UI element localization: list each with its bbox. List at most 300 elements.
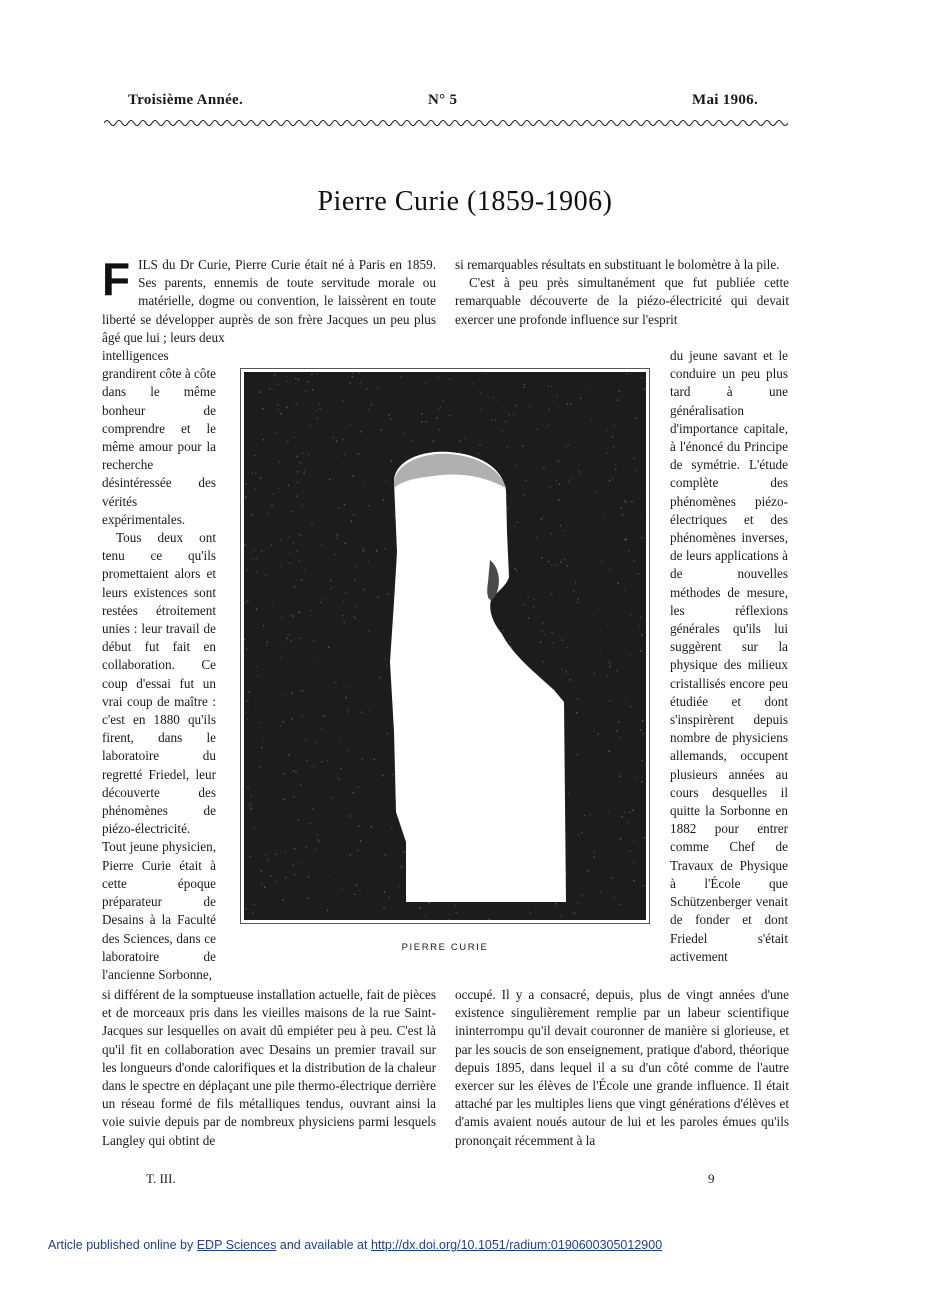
photo-grain-dot (385, 479, 386, 480)
photo-grain-dot (505, 421, 506, 422)
photo-grain-dot (371, 404, 372, 405)
photo-grain-dot (269, 388, 270, 389)
photo-grain-dot (389, 897, 390, 898)
photo-grain-dot (560, 562, 561, 563)
photo-grain-dot (247, 786, 248, 787)
photo-grain-dot (581, 832, 582, 833)
photo-grain-dot (250, 795, 251, 796)
photo-grain-dot (551, 564, 552, 565)
photo-grain-dot (617, 399, 618, 400)
photo-grain-dot (387, 593, 388, 594)
photo-grain-dot (277, 384, 278, 385)
left-column-opening (102, 253, 436, 347)
photo-grain-dot (506, 447, 507, 448)
photo-grain-dot (275, 432, 276, 433)
photo-grain-dot (342, 463, 343, 464)
photo-grain-dot (588, 870, 589, 871)
photo-grain-dot (508, 414, 509, 415)
photo-grain-dot (338, 507, 339, 508)
photo-grain-dot (334, 872, 335, 873)
photo-grain-dot (528, 617, 529, 618)
photo-grain-dot (433, 441, 434, 442)
photo-grain-dot (296, 456, 297, 457)
photo-grain-dot (567, 647, 568, 648)
paragraph-career: occupé. Il y a consacré, depuis, plus de vingt années d'une existence singulièrement remplie par un labeur scientifique ininterrompu qu'il devait couronner de manière si glorieuse, et par les soucis de son enseignement, pratique d'abord, théorique depuis 1895, dans lequel il a su d'un côté comme de l'autre exercer sur les élèves de l'École une grande influence. Il était attaché par les multiples liens que vingt générations d'élèves et d'amis avaient noués autour de lui et les paroles émues qu'ils prononçait récemment à la (455, 987, 789, 1148)
photo-grain-dot (384, 892, 385, 893)
photo-grain-dot (638, 625, 639, 626)
photo-grain-dot (251, 808, 252, 809)
photo-grain-dot (303, 691, 304, 692)
photo-grain-dot (465, 437, 466, 438)
photo-grain-dot (628, 550, 629, 551)
photo-grain-dot (345, 697, 346, 698)
photo-grain-dot (644, 837, 645, 838)
photo-grain-dot (630, 851, 631, 852)
photo-grain-dot (296, 495, 297, 496)
figure-caption: PIERRE CURIE (401, 942, 489, 953)
photo-grain-dot (344, 622, 345, 623)
photo-grain-dot (543, 467, 544, 468)
photo-grain-dot (362, 758, 363, 759)
photo-grain-dot (249, 691, 250, 692)
photo-grain-dot (327, 760, 328, 761)
photo-grain-dot (570, 679, 571, 680)
photo-grain-dot (420, 907, 421, 908)
photo-grain-dot (449, 919, 450, 920)
photo-grain-dot (286, 638, 287, 639)
photo-grain-dot (315, 741, 316, 742)
photo-grain-dot (311, 610, 312, 611)
photo-grain-dot (642, 720, 643, 721)
photo-grain-dot (305, 391, 306, 392)
photo-grain-dot (265, 855, 266, 856)
page-number: 9 (708, 1171, 715, 1186)
photo-grain-dot (280, 565, 281, 566)
photo-grain-dot (246, 648, 247, 649)
photo-grain-dot (262, 408, 263, 409)
photo-grain-dot (289, 552, 290, 553)
photo-grain-dot (245, 484, 246, 485)
photo-grain-dot (287, 459, 288, 460)
drop-cap: F (102, 253, 131, 305)
photo-grain-dot (540, 518, 541, 519)
photo-grain-dot (358, 454, 359, 455)
photo-grain-dot (359, 890, 360, 891)
photo-grain-dot (449, 913, 450, 914)
photo-grain-dot (331, 588, 332, 589)
photo-grain-dot (368, 631, 369, 632)
photo-grain-dot (308, 381, 309, 382)
photo-grain-dot (273, 494, 274, 495)
left-narrow-column (102, 347, 216, 984)
photo-grain-dot (556, 905, 557, 906)
photo-grain-dot (328, 647, 329, 648)
photo-grain-dot (353, 616, 354, 617)
photo-grain-dot (281, 617, 282, 618)
photo-grain-dot (294, 848, 295, 849)
photo-grain-dot (645, 380, 646, 381)
photo-grain-dot (324, 715, 325, 716)
photo-grain-dot (565, 530, 566, 531)
photo-grain-dot (298, 820, 299, 821)
photo-grain-dot (630, 614, 631, 615)
paragraph-continuation: si remarquables résultats en substituant le bolomètre à la pile. (455, 257, 780, 272)
photo-grain-dot (381, 429, 382, 430)
photo-grain-dot (640, 729, 641, 730)
photo-grain-dot (578, 464, 579, 465)
photo-grain-dot (306, 760, 307, 761)
photo-grain-dot (577, 599, 578, 600)
photo-grain-dot (300, 638, 301, 639)
photo-grain-dot (244, 639, 245, 640)
photo-grain-dot (347, 712, 348, 713)
photo-grain-dot (489, 919, 490, 920)
photo-grain-dot (485, 373, 486, 374)
photo-grain-dot (577, 602, 578, 603)
photo-grain-dot (443, 401, 444, 402)
photo-grain-dot (593, 731, 594, 732)
photo-grain-dot (289, 563, 290, 564)
photo-grain-dot (280, 539, 281, 540)
photo-grain-dot (606, 676, 607, 677)
right-column-opening (455, 256, 789, 329)
photo-grain-dot (611, 877, 612, 878)
photo-grain-dot (252, 558, 253, 559)
photo-grain-dot (308, 703, 309, 704)
photo-grain-dot (298, 560, 299, 561)
photo-grain-dot (348, 687, 349, 688)
photo-grain-dot (296, 550, 297, 551)
photo-grain-dot (263, 625, 264, 626)
photo-grain-dot (558, 406, 559, 407)
photo-grain-dot (259, 722, 260, 723)
photo-grain-dot (344, 543, 345, 544)
notice-middle: and available at (279, 1238, 368, 1252)
photo-grain-dot (297, 482, 298, 483)
photo-grain-dot (568, 444, 569, 445)
photo-grain-dot (530, 913, 531, 914)
photo-grain-dot (523, 494, 524, 495)
photo-grain-dot (308, 898, 309, 899)
photo-grain-dot (530, 407, 531, 408)
photo-grain-dot (293, 770, 294, 771)
photo-grain-dot (620, 838, 621, 839)
photo-grain-dot (599, 630, 600, 631)
photo-grain-dot (377, 597, 378, 598)
photo-grain-dot (391, 827, 392, 828)
right-column-closing (455, 986, 789, 1150)
photo-grain-dot (580, 398, 581, 399)
photo-grain-dot (438, 408, 439, 409)
photo-grain-dot (333, 437, 334, 438)
photo-grain-dot (548, 409, 549, 410)
header-date: Mai 1906. (692, 92, 759, 108)
photo-grain-dot (643, 885, 644, 886)
photo-grain-dot (265, 574, 266, 575)
photo-grain-dot (292, 511, 293, 512)
photo-grain-dot (548, 425, 549, 426)
photo-grain-dot (318, 839, 319, 840)
photo-grain-dot (263, 439, 264, 440)
photo-grain-dot (344, 504, 345, 505)
photo-grain-dot (339, 779, 340, 780)
photo-grain-dot (266, 644, 267, 645)
photo-grain-dot (320, 602, 321, 603)
photo-grain-dot (341, 768, 342, 769)
right-narrow-column (670, 347, 788, 966)
photo-grain-dot (259, 391, 260, 392)
paragraph-opening-text: ILS du Dr Curie, Pierre Curie était né à Paris en 1859. Ses parents, ennemis de toute servitude morale ou matérielle, dogme ou convention, le laissèrent en toute liberté se développer auprès de son frère Jacques un peu plus âgé que lui ; leurs deux (102, 257, 436, 345)
photo-grain-dot (352, 475, 353, 476)
photo-grain-dot (440, 407, 441, 408)
photo-grain-dot (516, 570, 517, 571)
photo-grain-dot (358, 826, 359, 827)
photo-grain-dot (298, 379, 299, 380)
photo-grain-dot (286, 381, 287, 382)
photo-grain-dot (439, 429, 440, 430)
photo-grain-dot (288, 634, 289, 635)
photo-grain-dot (635, 418, 636, 419)
photo-grain-dot (260, 478, 261, 479)
photo-grain-dot (245, 497, 246, 498)
photo-grain-dot (302, 453, 303, 454)
photo-grain-dot (621, 507, 622, 508)
photo-grain-dot (347, 709, 348, 710)
photo-grain-dot (582, 895, 583, 896)
photo-grain-dot (597, 608, 598, 609)
photo-grain-dot (329, 479, 330, 480)
photo-grain-dot (536, 537, 537, 538)
photo-grain-dot (308, 454, 309, 455)
photo-grain-dot (330, 580, 331, 581)
photo-grain-dot (491, 419, 492, 420)
photo-grain-dot (309, 425, 310, 426)
photo-grain-dot (607, 452, 608, 453)
paragraph-piezo-intro: C'est à peu près simultanément que fut publiée cette remarquable découverte de la piézo-électricité qui devait exercer une profonde influence sur l'esprit (455, 275, 789, 327)
photo-grain-dot (295, 378, 296, 379)
photo-grain-dot (593, 856, 594, 857)
photo-grain-dot (263, 738, 264, 739)
photo-grain-dot (641, 537, 642, 538)
photo-grain-dot (356, 607, 357, 608)
photo-grain-dot (391, 460, 392, 461)
photo-grain-dot (320, 544, 321, 545)
photo-grain-dot (280, 413, 281, 414)
photo-grain-dot (345, 592, 346, 593)
photo-grain-dot (577, 903, 578, 904)
photo-grain-dot (578, 470, 579, 471)
photo-grain-dot (619, 776, 620, 777)
photo-grain-dot (335, 682, 336, 683)
photo-grain-dot (565, 671, 566, 672)
photo-grain-dot (632, 810, 633, 811)
photo-grain-dot (614, 464, 615, 465)
photo-grain-dot (641, 634, 642, 635)
photo-grain-dot (319, 408, 320, 409)
photo-grain-dot (612, 436, 613, 437)
photo-grain-dot (612, 478, 613, 479)
photo-grain-dot (624, 812, 625, 813)
photo-grain-dot (636, 469, 637, 470)
photo-grain-dot (606, 430, 607, 431)
publication-notice (48, 1238, 662, 1252)
photo-grain-dot (541, 630, 542, 631)
photo-grain-dot (578, 834, 579, 835)
photo-grain-dot (300, 690, 301, 691)
header-issue-number: N° 5 (428, 92, 458, 108)
photo-grain-dot (281, 643, 282, 644)
photo-grain-dot (564, 559, 565, 560)
photo-grain-dot (363, 550, 364, 551)
photo-grain-dot (515, 405, 516, 406)
photo-grain-dot (644, 389, 645, 390)
photo-grain-dot (298, 861, 299, 862)
photo-grain-dot (360, 381, 361, 382)
photo-grain-dot (608, 751, 609, 752)
photo-grain-dot (551, 632, 552, 633)
photo-grain-dot (306, 739, 307, 740)
photo-grain-dot (568, 793, 569, 794)
photo-grain-dot (573, 913, 574, 914)
photo-grain-dot (286, 407, 287, 408)
photo-grain-dot (594, 673, 595, 674)
photo-grain-dot (361, 711, 362, 712)
photo-grain-dot (601, 892, 602, 893)
photo-grain-dot (479, 444, 480, 445)
photo-grain-dot (353, 514, 354, 515)
photo-grain-dot (634, 840, 635, 841)
photo-grain-dot (271, 544, 272, 545)
photo-grain-dot (255, 706, 256, 707)
photo-grain-dot (249, 804, 250, 805)
photo-grain-dot (517, 522, 518, 523)
photo-grain-dot (302, 505, 303, 506)
photo-grain-dot (567, 403, 568, 404)
photo-grain-dot (524, 604, 525, 605)
photo-grain-dot (633, 862, 634, 863)
photo-grain-dot (346, 426, 347, 427)
photo-grain-dot (540, 642, 541, 643)
photo-grain-dot (244, 545, 245, 546)
photo-grain-dot (543, 517, 544, 518)
photo-grain-dot (568, 481, 569, 482)
photo-grain-dot (294, 586, 295, 587)
photo-grain-dot (279, 487, 280, 488)
photo-grain-dot (358, 787, 359, 788)
photo-grain-dot (343, 601, 344, 602)
photo-grain-dot (312, 808, 313, 809)
photo-grain-dot (561, 668, 562, 669)
photo-grain-dot (271, 505, 272, 506)
photo-grain-dot (543, 661, 544, 662)
photo-grain-dot (295, 771, 296, 772)
photo-grain-dot (353, 792, 354, 793)
photo-grain-dot (358, 372, 359, 373)
photo-grain-dot (249, 856, 250, 857)
photo-grain-dot (552, 642, 553, 643)
photo-grain-dot (298, 534, 299, 535)
photo-grain-dot (624, 500, 625, 501)
photo-grain-dot (645, 493, 646, 494)
photo-grain-dot (288, 754, 289, 755)
photo-grain-dot (311, 523, 312, 524)
photo-grain-dot (292, 718, 293, 719)
photo-grain-dot (619, 737, 620, 738)
photo-grain-dot (293, 796, 294, 797)
photo-grain-dot (449, 378, 450, 379)
photo-grain-dot (425, 915, 426, 916)
photo-grain-dot (285, 851, 286, 852)
photo-grain-dot (291, 692, 292, 693)
photo-grain-dot (566, 446, 567, 447)
photo-grain-dot (511, 646, 512, 647)
photo-grain-dot (545, 634, 546, 635)
photo-grain-dot (573, 590, 574, 591)
photo-grain-dot (625, 502, 626, 503)
photo-grain-dot (342, 888, 343, 889)
photo-grain-dot (300, 462, 301, 463)
photo-grain-dot (597, 733, 598, 734)
photo-grain-dot (261, 870, 262, 871)
photo-grain-dot (641, 781, 642, 782)
photo-grain-dot (547, 386, 548, 387)
photo-grain-dot (367, 561, 368, 562)
photo-grain-dot (334, 586, 335, 587)
photo-grain-dot (576, 912, 577, 913)
photo-grain-dot (403, 432, 404, 433)
photo-grain-dot (516, 464, 517, 465)
paragraph-collaboration: Tous deux ont tenu ce qu'ils promettaient alors et leurs existences sont restées étroitement unies : leur travail de début fut fait en collaboration. Ce coup d'essai fut un vrai coup de maître : c'est en 1880 qu'ils firent, dans le laboratoire du regretté Friedel, leur découverte des phénomènes de piézo-électricité. Tout jeune physicien, Pierre Curie était à cette époque préparateur de Desains à la Faculté des Sciences, dans ce laboratoire de l'ancienne Sorbonne, (102, 530, 216, 982)
photo-grain-dot (256, 666, 257, 667)
photo-grain-dot (572, 478, 573, 479)
photo-grain-dot (630, 654, 631, 655)
photo-grain-dot (428, 902, 429, 903)
photo-grain-dot (514, 568, 515, 569)
photo-grain-dot (261, 883, 262, 884)
paragraph-opening (102, 253, 436, 347)
photo-grain-dot (289, 537, 290, 538)
photo-grain-dot (247, 569, 248, 570)
photo-grain-dot (339, 740, 340, 741)
photo-grain-dot (619, 391, 620, 392)
photo-grain-dot (389, 414, 390, 415)
photo-grain-dot (599, 654, 600, 655)
photo-grain-dot (352, 373, 353, 374)
photo-grain-dot (246, 908, 247, 909)
photo-grain-dot (633, 880, 634, 881)
publisher-link[interactable]: EDP Sciences (196, 1238, 277, 1252)
photo-grain-dot (331, 797, 332, 798)
photo-grain-dot (604, 517, 605, 518)
photo-grain-dot (342, 400, 343, 401)
photo-grain-dot (584, 815, 585, 816)
photo-grain-dot (256, 559, 257, 560)
photo-grain-dot (294, 874, 295, 875)
photo-grain-dot (625, 698, 626, 699)
photo-grain-dot (336, 440, 337, 441)
photo-grain-dot (454, 905, 455, 906)
photo-grain-dot (497, 400, 498, 401)
photo-grain-dot (586, 389, 587, 390)
photo-grain-dot (270, 875, 271, 876)
photo-grain-dot (337, 534, 338, 535)
doi-link[interactable]: http://dx.doi.org/10.1051/radium:0190600305012900 (370, 1238, 663, 1252)
photo-grain-dot (513, 414, 514, 415)
photo-grain-dot (293, 615, 294, 616)
photo-grain-dot (283, 773, 284, 774)
photo-grain-dot (351, 521, 352, 522)
photo-grain-dot (400, 866, 401, 867)
